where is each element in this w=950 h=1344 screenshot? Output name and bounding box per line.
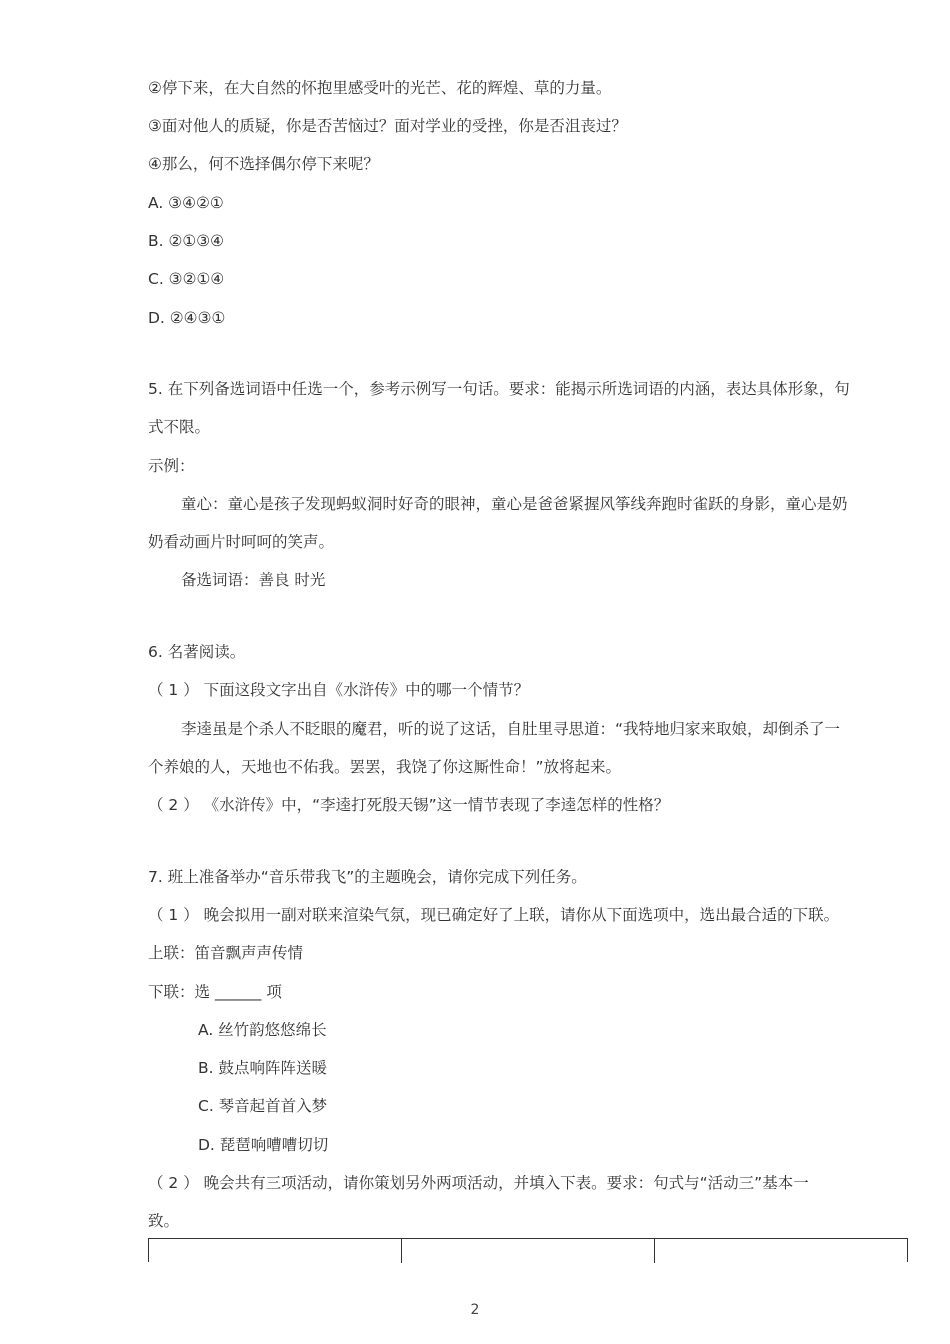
q6-sub-question-1: （ 1 ） 下面这段文字出自《水浒传》中的哪一个情节？: [148, 681, 530, 699]
q4-option-a: A. ③④②①: [148, 194, 224, 212]
table-column-divider: [654, 1239, 655, 1263]
q4-sentence-2: ②停下来，在大自然的怀抱里感受叶的光芒、花的辉煌、草的力量。: [148, 79, 612, 97]
q6-passage-line2: 个养娘的人，天地也不佑我。罢罢，我饶了你这厮性命！”放将起来。: [148, 758, 622, 776]
q5-example-line2: 奶看动画片时呵呵的笑声。: [148, 533, 335, 551]
activity-table: [148, 1238, 908, 1262]
q7-title: 7. 班上准备举办“音乐带我飞”的主题晚会，请你完成下列任务。: [148, 868, 587, 886]
q5-prompt-line1: 5. 在下列备选词语中任选一个，参考示例写一句话。要求：能揭示所选词语的内涵，表达具体形象，句: [148, 380, 850, 398]
q4-option-d: D. ②④③①: [148, 309, 226, 327]
q7-option-a: A. 丝竹韵悠悠绵长: [198, 1021, 327, 1039]
q5-candidate-words: 备选词语：善良 时光: [181, 571, 326, 589]
q5-example-line1: 童心：童心是孩子发现蚂蚁洞时好奇的眼神，童心是爸爸紧握风筝线奔跑时雀跃的身影，童心是奶: [181, 495, 848, 513]
q5-prompt-line2: 式不限。: [148, 418, 211, 436]
q4-option-c: C. ③②①④: [148, 270, 225, 288]
q5-example-label: 示例：: [148, 457, 195, 475]
q7-option-d: D. 琵琶响嘈嘈切切: [198, 1136, 329, 1154]
q4-sentence-4: ④那么，何不选择偶尔停下来呢？: [148, 155, 379, 173]
q6-title: 6. 名著阅读。: [148, 643, 246, 661]
q4-option-b: B. ②①③④: [148, 232, 225, 250]
q7-upper-couplet: 上联：笛音飘声声传情: [148, 944, 304, 962]
table-column-divider: [401, 1239, 402, 1263]
q4-sentence-3: ③面对他人的质疑，你是否苦恼过？面对学业的受挫，你是否沮丧过？: [148, 117, 627, 135]
q7-option-b: B. 鼓点响阵阵送暖: [198, 1059, 327, 1077]
q7-sub-question-1: （ 1 ） 晚会拟用一副对联来渲染气氛，现已确定好了上联，请你从下面选项中，选出最合适的下联。: [148, 906, 840, 924]
q7-lower-couplet: 下联：选 ______ 项: [148, 983, 282, 1001]
q6-passage-line1: 李逵虽是个杀人不眨眼的魔君，听的说了这话，自肚里寻思道：“我特地归家来取娘，却倒杀了一: [181, 720, 841, 738]
page-number: 2: [470, 1302, 480, 1318]
q6-sub-question-2: （ 2 ） 《水浒传》中，“李逵打死殷天锡”这一情节表现了李逵怎样的性格？: [148, 796, 670, 814]
q7-option-c: C. 琴音起首首入梦: [198, 1097, 328, 1115]
q7-sub-question-2-line1: （ 2 ） 晚会共有三项活动，请你策划另外两项活动，并填入下表。要求：句式与“活动三”基本一: [148, 1174, 809, 1192]
q7-sub-question-2-line2: 致。: [148, 1212, 180, 1230]
